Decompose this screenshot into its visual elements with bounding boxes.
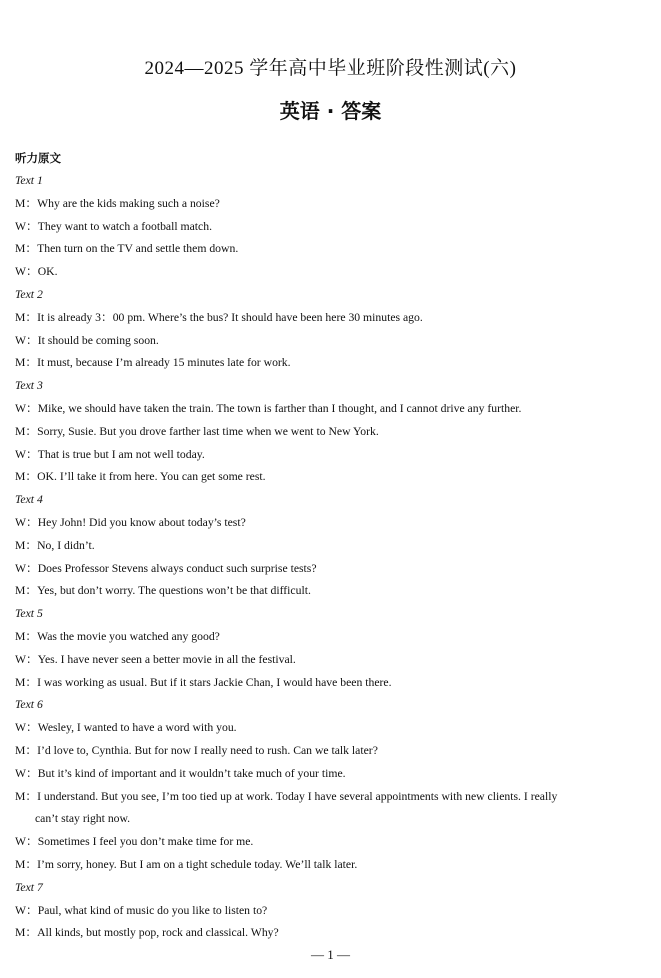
speaker-label: M：	[15, 356, 38, 370]
speaker-label: W：	[15, 652, 38, 666]
speaker-label: W：	[15, 333, 38, 347]
dialogue-line	[15, 922, 647, 945]
dialogue-line	[15, 763, 647, 786]
dialogue-line	[15, 330, 647, 353]
speaker-label: M：	[15, 743, 38, 757]
text-label-text: Text 6	[15, 698, 43, 712]
speaker-label: W：	[15, 515, 38, 529]
dialogue-line	[15, 558, 647, 581]
utterance-continuation: can’t stay right now.	[35, 812, 131, 826]
dialogue-line	[15, 466, 647, 489]
section-heading: 听力原文	[15, 151, 61, 165]
dialogue-line	[15, 626, 647, 649]
text-label-text: Text 7	[15, 880, 43, 894]
speaker-label: M：	[15, 196, 38, 210]
text-label-text: Text 3	[15, 379, 43, 393]
utterance-text: It should be coming soon.	[37, 333, 159, 347]
utterance-text: Yes, but don’t worry. The questions won’t be that difficult.	[37, 584, 311, 598]
speaker-label: W：	[15, 561, 38, 575]
speaker-label: M：	[15, 242, 38, 256]
document-subtitle: 英语 · 答案	[279, 99, 382, 123]
dialogue-line	[15, 398, 647, 421]
utterance-text: OK.	[37, 265, 58, 279]
utterance-text: Yes. I have never seen a better movie in all the festival.	[37, 652, 296, 666]
utterance-text: It must, because I’m already 15 minutes late for work.	[37, 356, 291, 370]
text-label-text: Text 5	[15, 607, 43, 621]
utterance-text: Sometimes I feel you don’t make time for me.	[37, 835, 254, 849]
dialogue-line	[15, 740, 647, 763]
dialogue-line	[15, 238, 647, 261]
speaker-label: M：	[15, 310, 38, 324]
speaker-label: W：	[15, 401, 38, 415]
utterance-text: Hey John! Did you know about today’s test?	[37, 515, 246, 529]
speaker-label: W：	[15, 265, 38, 279]
text-label	[15, 375, 647, 398]
document-title: 2024—2025 学年高中毕业班阶段性测试(六)	[144, 58, 517, 79]
utterance-text: Paul, what kind of music do you like to listen to?	[37, 903, 268, 917]
speaker-label: M：	[15, 789, 38, 803]
dialogue-line	[15, 512, 647, 535]
utterance-text: Was the movie you watched any good?	[37, 629, 220, 643]
speaker-label: M：	[15, 538, 38, 552]
speaker-label: M：	[15, 857, 38, 871]
speaker-label: W：	[15, 766, 38, 780]
utterance-text: I’d love to, Cynthia. But for now I really need to rush. Can we talk later?	[37, 743, 378, 757]
dialogue-line	[15, 261, 647, 284]
utterance-text: All kinds, but mostly pop, rock and classical. Why?	[37, 926, 279, 940]
speaker-label: M：	[15, 629, 38, 643]
dialogue-line	[15, 216, 647, 239]
speaker-label: W：	[15, 835, 38, 849]
dialogue-line	[15, 717, 647, 740]
utterance-text: I was working as usual. But if it stars Jackie Chan, I would have been there.	[37, 675, 392, 689]
utterance-text: Sorry, Susie. But you drove farther last time when we went to New York.	[37, 424, 379, 438]
utterance-text: Mike, we should have taken the train. The town is farther than I thought, and I cannot drive any further.	[37, 401, 522, 415]
text-label	[15, 170, 647, 193]
dialogue-line	[15, 854, 647, 877]
dialogue-line	[15, 580, 647, 603]
page-number: — 1 —	[311, 947, 350, 962]
utterance-text: That is true but I am not well today.	[37, 447, 205, 461]
utterance-text: Why are the kids making such a noise?	[37, 196, 220, 210]
utterance-text: No, I didn’t.	[37, 538, 95, 552]
utterance-text: Does Professor Stevens always conduct such surprise tests?	[37, 561, 317, 575]
speaker-label: W：	[15, 219, 38, 233]
utterance-text: Wesley, I wanted to have a word with you.	[37, 721, 237, 735]
dialogue-line	[15, 831, 647, 854]
utterance-text: They want to watch a football match.	[37, 219, 212, 233]
text-label-text: Text 1	[15, 174, 43, 187]
text-label	[15, 284, 647, 307]
speaker-label: W：	[15, 721, 38, 735]
text-label	[15, 603, 647, 626]
speaker-label: M：	[15, 424, 38, 438]
utterance-text: I’m sorry, honey. But I am on a tight schedule today. We’ll talk later.	[37, 857, 358, 871]
text-label	[15, 694, 647, 717]
speaker-label: M：	[15, 675, 38, 689]
utterance-text: Then turn on the TV and settle them down.	[37, 242, 239, 256]
text-label-text: Text 2	[15, 287, 43, 301]
speaker-label: W：	[15, 903, 38, 917]
text-label	[15, 877, 647, 900]
dialogue-line	[15, 900, 647, 923]
speaker-label: M：	[15, 470, 38, 484]
utterance-text: I understand. But you see, I’m too tied up at work. Today I have several appointments with new clients. I really	[37, 789, 558, 803]
dialogue-line	[15, 649, 647, 672]
dialogue-line	[15, 193, 647, 216]
dialogue-line	[15, 535, 647, 558]
dialogue-line	[15, 672, 647, 695]
utterance-text: OK. I’ll take it from here. You can get some rest.	[37, 470, 266, 484]
listening-transcript	[15, 170, 647, 945]
text-label	[15, 489, 647, 512]
text-label-text: Text 4	[15, 493, 43, 507]
utterance-text: But it’s kind of important and it wouldn’t take much of your time.	[37, 766, 346, 780]
dialogue-line	[15, 421, 647, 444]
speaker-label: M：	[15, 926, 38, 940]
speaker-label: M：	[15, 584, 38, 598]
dialogue-line	[15, 352, 647, 375]
dialogue-line	[15, 786, 647, 832]
dialogue-line	[15, 307, 647, 330]
dialogue-line	[15, 444, 647, 467]
speaker-label: W：	[15, 447, 38, 461]
utterance-text: It is already 3：00 pm. Where’s the bus? It should have been here 30 minutes ago.	[37, 310, 423, 324]
